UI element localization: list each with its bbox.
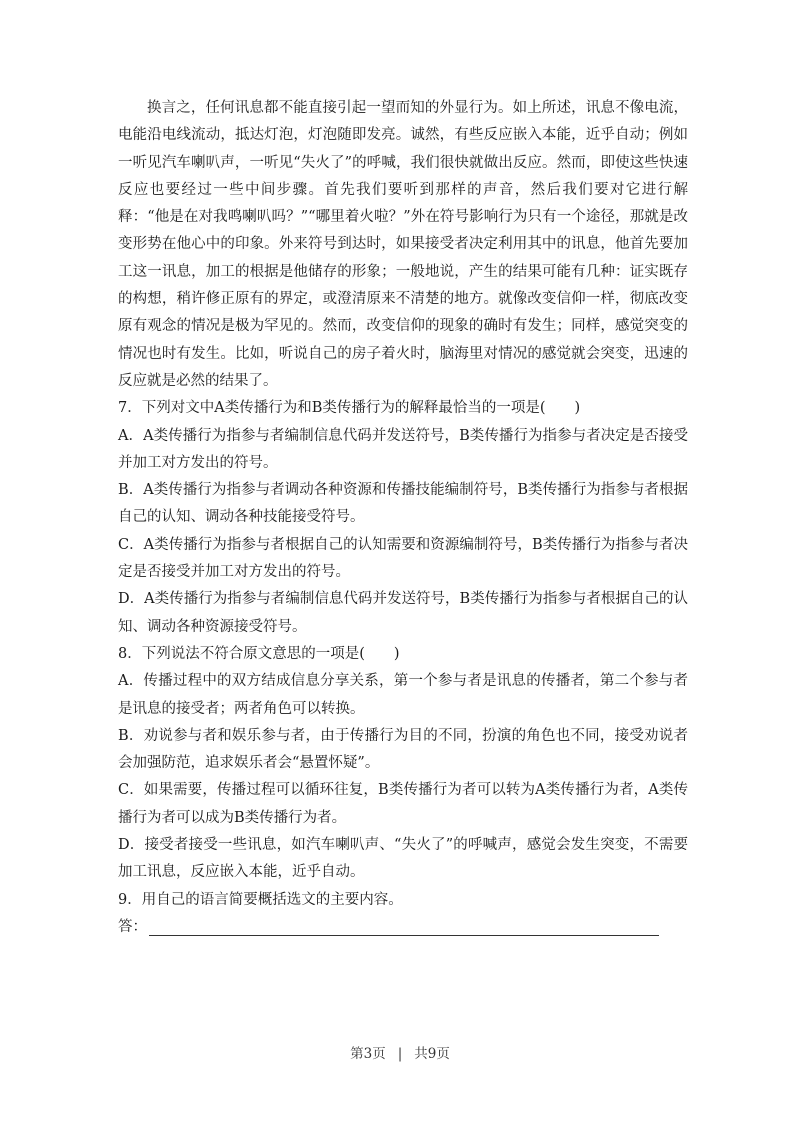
question-8-option-d: D．接受者接受一些讯息，如汽车喇叭声、“失火了”的呼喊声，感觉会发生突变，不需要加工讯息，反应嵌入本能，近乎自动。 [118, 837, 688, 881]
question-8-option-a: A．传播过程中的双方结成信息分享关系，第一个参与者是讯息的传播者，第二个参与者是讯息的接受者；两者角色可以转换。 [118, 673, 688, 717]
passage-paragraph: 换言之，任何讯息都不能直接引起一望而知的外显行为。如上所述，讯息不像电流，电能沿电线流动，抵达灯泡，灯泡随即发亮。诚然，有些反应嵌入本能，近乎自动；例如一听见汽车喇叭声，一听见“失火了”的呼喊，我们很快就做出反应。然而，即使这些快速反应也要经过一些中间步骤。首先我们要听到那样的声音，然后我们要对它进行解释：“他是在对我鸣喇叭吗？”“哪里着火啦？”外在符号影响行为只有一个途径，那就是改变形势在他心中的印象。外来符号到达时，如果接受者决定利用其中的讯息，他首先要加工这一讯息，加工的根据是他储存的形象；一般地说，产生的结果可能有几种：证实既存的构想，稍许修正原有的界定，或澄清原来不清楚的地方。就像改变信仰一样，彻底改变原有观念的情况是极为罕见的。然而，改变信仰的现象的确时有发生；同样，感觉突变的情况也时有发生。比如，听说自己的房子着火时，脑海里对情况的感觉就会突变，迅速的反应就是必然的结果了。 [118, 100, 688, 389]
question-9 [118, 887, 688, 942]
question-7 [118, 395, 688, 641]
page-footer [0, 1042, 800, 1062]
question-8 [118, 641, 688, 887]
question-9-stem: 9．用自己的语言简要概括选文的主要内容。 [118, 891, 403, 908]
question-7-option-b: B．A类传播行为指参与者调动各种资源和传播技能编制符号，B类传播行为指参与者根据自己的认知、调动各种技能接受符号。 [118, 482, 688, 526]
page-number: 第3页 [350, 1046, 386, 1062]
question-8-stem: 8．下列说法不符合原文意思的一项是( ) [118, 645, 400, 662]
answer-blank[interactable] [149, 917, 659, 936]
question-7-option-d: D．A类传播行为指参与者编制信息代码并发送符号，B类传播行为指参与者根据自己的认知、调动各种资源接受符号。 [118, 591, 688, 635]
question-8-option-b: B．劝说参与者和娱乐参与者，由于传播行为目的不同，扮演的角色也不同，接受劝说者会加强防范，追求娱乐者会“悬置怀疑”。 [118, 727, 688, 772]
footer-divider: | [397, 1046, 403, 1062]
question-8-option-c: C．如果需要，传播过程可以循环往复，B类传播行为者可以转为A类传播行为者，A类传播行为者可以成为B类传播行为者。 [118, 782, 688, 826]
page-content [118, 95, 688, 941]
question-7-stem: 7．下列对文中A类传播行为和B类传播行为的解释最恰当的一项是( ) [118, 400, 581, 417]
answer-label: 答： [118, 918, 147, 935]
page-total: 共9页 [414, 1046, 450, 1062]
question-7-option-c: C．A类传播行为指参与者根据自己的认知需要和资源编制符号，B类传播行为指参与者决定是否接受并加工对方发出的符号。 [118, 536, 688, 581]
question-7-option-a: A．A类传播行为指参与者编制信息代码并发送符号，B类传播行为指参与者决定是否接受并加工对方发出的符号。 [118, 427, 688, 471]
answer-line [118, 914, 688, 941]
